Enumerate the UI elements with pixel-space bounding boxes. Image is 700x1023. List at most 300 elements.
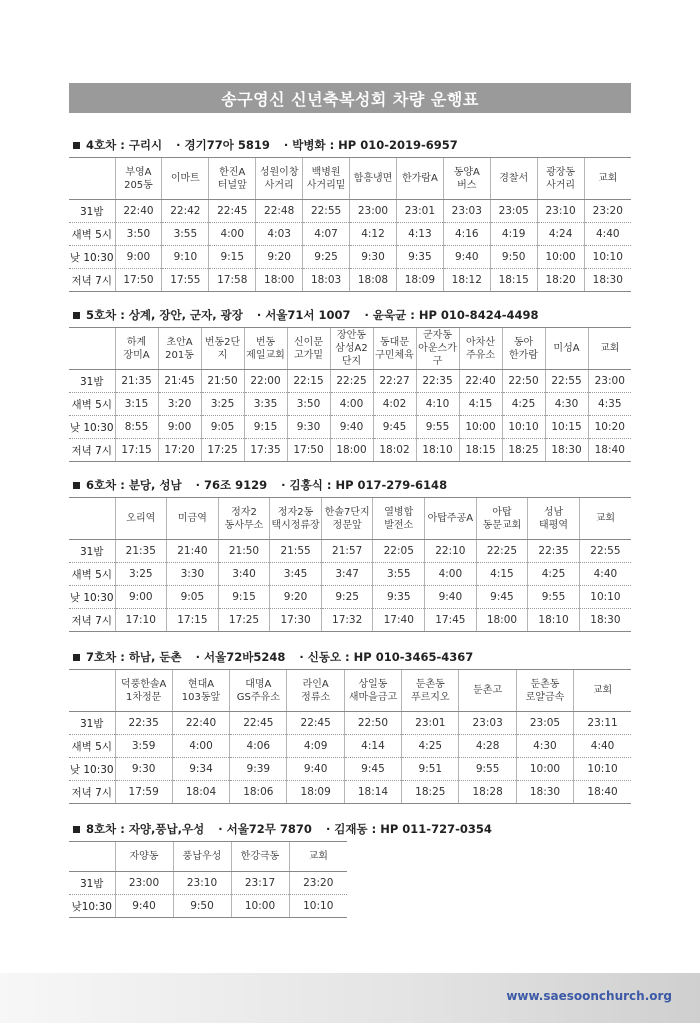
- time-cell: 9:20: [256, 246, 303, 269]
- table-row: [69, 563, 631, 586]
- row-label: 저녁 7시: [69, 439, 115, 462]
- table-row: [69, 781, 631, 804]
- time-cell: 23:20: [584, 200, 631, 223]
- time-cell: 9:00: [115, 246, 162, 269]
- time-cell: 9:45: [476, 586, 528, 609]
- stop-name: 군자동 아운스가구: [416, 328, 459, 370]
- time-cell: 17:15: [115, 439, 158, 462]
- route-name: 4호차 : 구리시: [86, 138, 163, 152]
- time-cell: 22:15: [287, 370, 330, 393]
- stop-name: 자양동: [115, 842, 173, 872]
- time-cell: 22:25: [476, 540, 528, 563]
- time-cell: 9:10: [162, 246, 209, 269]
- time-cell: 23:01: [402, 712, 459, 735]
- time-cell: 4:14: [344, 735, 401, 758]
- timetable: [69, 841, 347, 918]
- row-label: 31밤: [69, 872, 115, 895]
- time-cell: 17:25: [201, 439, 244, 462]
- time-cell: 21:57: [321, 540, 373, 563]
- time-cell: 18:02: [373, 439, 416, 462]
- stop-name: 성남 태평역: [528, 498, 580, 540]
- bullet-square-icon: [73, 312, 80, 319]
- time-cell: 17:59: [115, 781, 172, 804]
- time-cell: 18:20: [537, 269, 584, 292]
- time-cell: 18:30: [516, 781, 573, 804]
- stop-name: 아탑 동문교회: [476, 498, 528, 540]
- time-cell: 9:40: [330, 416, 373, 439]
- route-section: [69, 476, 631, 632]
- time-cell: 18:40: [574, 781, 631, 804]
- time-cell: 9:15: [218, 586, 270, 609]
- time-cell: 21:50: [201, 370, 244, 393]
- time-cell: 22:05: [373, 540, 425, 563]
- time-cell: 18:25: [502, 439, 545, 462]
- time-cell: 18:08: [350, 269, 397, 292]
- time-cell: 21:40: [167, 540, 219, 563]
- time-cell: 4:24: [537, 223, 584, 246]
- stop-name: 열병합 발전소: [373, 498, 425, 540]
- time-cell: 9:30: [115, 758, 172, 781]
- time-cell: 9:30: [350, 246, 397, 269]
- time-cell: 10:00: [459, 416, 502, 439]
- stop-name: 하계 장미A: [115, 328, 158, 370]
- time-cell: 18:28: [459, 781, 516, 804]
- time-cell: 9:40: [115, 895, 173, 918]
- route-header: [69, 820, 492, 838]
- driver-contact: · 윤욱균 : HP 010-8424-4498: [364, 308, 539, 322]
- time-cell: 4:02: [373, 393, 416, 416]
- stop-name: 라인A 정류소: [287, 670, 344, 712]
- time-cell: 18:04: [172, 781, 229, 804]
- row-label: 낮 10:30: [69, 586, 115, 609]
- stop-name: 아탑주공A: [425, 498, 477, 540]
- time-cell: 21:45: [158, 370, 201, 393]
- row-label: 새벽 5시: [69, 735, 115, 758]
- time-cell: 10:10: [584, 246, 631, 269]
- vehicle-plate: · 경기77아 5819: [176, 138, 270, 152]
- vehicle-plate: · 서울72무 7870: [218, 822, 312, 836]
- time-cell: 9:25: [303, 246, 350, 269]
- time-cell: 23:10: [537, 200, 584, 223]
- table-row: [69, 269, 631, 292]
- time-cell: 9:20: [270, 586, 322, 609]
- time-cell: 10:15: [545, 416, 588, 439]
- stop-name: 정자2 동사무소: [218, 498, 270, 540]
- stop-name: 교회: [574, 670, 631, 712]
- time-cell: 18:30: [545, 439, 588, 462]
- time-cell: 18:06: [230, 781, 287, 804]
- table-row: [69, 223, 631, 246]
- route-header: [69, 476, 631, 494]
- time-cell: 23:05: [516, 712, 573, 735]
- row-label: 저녁 7시: [69, 609, 115, 632]
- time-cell: 18:00: [330, 439, 373, 462]
- time-cell: 3:40: [218, 563, 270, 586]
- stop-name: 교회: [289, 842, 347, 872]
- time-cell: 9:40: [425, 586, 477, 609]
- time-cell: 22:55: [303, 200, 350, 223]
- bullet-square-icon: [73, 654, 80, 661]
- stop-name: 상일동 새마을금고: [344, 670, 401, 712]
- time-cell: 23:00: [350, 200, 397, 223]
- route-section: [69, 648, 631, 804]
- row-label: 31밤: [69, 370, 115, 393]
- route-section: [69, 306, 631, 462]
- time-cell: 23:20: [289, 872, 347, 895]
- stop-name: 현대A 103동앞: [172, 670, 229, 712]
- time-cell: 23:17: [231, 872, 289, 895]
- time-cell: 22:25: [330, 370, 373, 393]
- stop-name: 백병원 사거리밑: [303, 158, 350, 200]
- footer-url[interactable]: www.saesoonchurch.org: [506, 989, 672, 1003]
- time-cell: 18:09: [396, 269, 443, 292]
- time-cell: 17:32: [321, 609, 373, 632]
- bullet-square-icon: [73, 826, 80, 833]
- time-cell: 9:55: [528, 586, 580, 609]
- time-cell: 4:03: [256, 223, 303, 246]
- time-cell: 4:30: [516, 735, 573, 758]
- time-cell: 3:35: [244, 393, 287, 416]
- timetable: [69, 157, 631, 292]
- time-cell: 4:13: [396, 223, 443, 246]
- timetable: [69, 327, 631, 462]
- page-title: 송구영신 신년축복성회 차량 운행표: [69, 83, 631, 113]
- time-cell: 3:15: [115, 393, 158, 416]
- stop-name: 함흥냉면: [350, 158, 397, 200]
- time-cell: 9:15: [244, 416, 287, 439]
- time-cell: 9:35: [373, 586, 425, 609]
- time-cell: 22:48: [256, 200, 303, 223]
- time-cell: 3:59: [115, 735, 172, 758]
- driver-contact: · 김재동 : HP 011-727-0354: [325, 822, 492, 836]
- time-cell: 22:45: [230, 712, 287, 735]
- route-name: 8호차 : 자양,풍납,우성: [86, 822, 205, 836]
- time-cell: 4:40: [579, 563, 631, 586]
- time-cell: 4:25: [402, 735, 459, 758]
- time-cell: 4:00: [172, 735, 229, 758]
- time-cell: 23:05: [490, 200, 537, 223]
- time-cell: 22:55: [545, 370, 588, 393]
- stop-name: 동대문 구민체육: [373, 328, 416, 370]
- stop-name: 신이문 고가밑: [287, 328, 330, 370]
- row-label: 저녁 7시: [69, 781, 115, 804]
- table-row: [69, 246, 631, 269]
- stop-name: 한솔7단지 정문앞: [321, 498, 373, 540]
- route-name: 5호차 : 상계, 장안, 군자, 광장: [86, 308, 243, 322]
- time-cell: 22:50: [344, 712, 401, 735]
- time-cell: 17:25: [218, 609, 270, 632]
- time-cell: 22:45: [287, 712, 344, 735]
- time-cell: 10:00: [516, 758, 573, 781]
- table-row: [69, 872, 347, 895]
- time-cell: 17:10: [115, 609, 167, 632]
- time-cell: 21:50: [218, 540, 270, 563]
- row-label: 31밤: [69, 200, 115, 223]
- time-cell: 18:00: [256, 269, 303, 292]
- bullet-square-icon: [73, 482, 80, 489]
- table-row: [69, 735, 631, 758]
- stop-name: 한진A 터널앞: [209, 158, 256, 200]
- route-header: [69, 648, 631, 666]
- time-cell: 3:50: [287, 393, 330, 416]
- table-row: [69, 540, 631, 563]
- time-cell: 4:15: [459, 393, 502, 416]
- row-label: 낮10:30: [69, 895, 115, 918]
- time-cell: 4:07: [303, 223, 350, 246]
- row-label: 31밤: [69, 540, 115, 563]
- time-cell: 4:00: [209, 223, 256, 246]
- header-corner: [69, 842, 115, 872]
- time-cell: 10:00: [537, 246, 584, 269]
- time-cell: 4:40: [574, 735, 631, 758]
- table-row: [69, 200, 631, 223]
- route-section: [69, 820, 492, 918]
- time-cell: 9:15: [209, 246, 256, 269]
- time-cell: 17:55: [162, 269, 209, 292]
- table-row: [69, 439, 631, 462]
- stop-name: 경찰서: [490, 158, 537, 200]
- time-cell: 18:25: [402, 781, 459, 804]
- row-label: 낮 10:30: [69, 246, 115, 269]
- time-cell: 10:10: [579, 586, 631, 609]
- time-cell: 23:00: [588, 370, 631, 393]
- stop-name: 동양A 버스: [443, 158, 490, 200]
- stop-name: 광장동 사거리: [537, 158, 584, 200]
- time-cell: 9:05: [167, 586, 219, 609]
- vehicle-plate: · 76조 9129: [195, 478, 268, 492]
- time-cell: 9:25: [321, 586, 373, 609]
- stop-name: 장안동 삼성A2단지: [330, 328, 373, 370]
- bullet-square-icon: [73, 142, 80, 149]
- time-cell: 21:35: [115, 370, 158, 393]
- time-cell: 9:55: [416, 416, 459, 439]
- time-cell: 22:35: [528, 540, 580, 563]
- stop-name: 둔촌동 로얄금속: [516, 670, 573, 712]
- row-label: 새벽 5시: [69, 223, 115, 246]
- stop-name: 대명A GS주유소: [230, 670, 287, 712]
- time-cell: 17:50: [115, 269, 162, 292]
- stop-name: 이마트: [162, 158, 209, 200]
- time-cell: 3:20: [158, 393, 201, 416]
- time-cell: 4:06: [230, 735, 287, 758]
- row-label: 낮 10:30: [69, 758, 115, 781]
- time-cell: 18:30: [579, 609, 631, 632]
- stop-name: 번동 제일교회: [244, 328, 287, 370]
- table-row: [69, 895, 347, 918]
- time-cell: 22:40: [115, 200, 162, 223]
- time-cell: 4:09: [287, 735, 344, 758]
- time-cell: 3:47: [321, 563, 373, 586]
- time-cell: 18:00: [476, 609, 528, 632]
- time-cell: 18:30: [584, 269, 631, 292]
- time-cell: 21:55: [270, 540, 322, 563]
- time-cell: 10:10: [574, 758, 631, 781]
- time-cell: 22:55: [579, 540, 631, 563]
- time-cell: 4:16: [443, 223, 490, 246]
- stop-name: 성원이창 사거리: [256, 158, 303, 200]
- time-cell: 17:50: [287, 439, 330, 462]
- time-cell: 3:25: [201, 393, 244, 416]
- time-cell: 22:45: [209, 200, 256, 223]
- time-cell: 4:10: [416, 393, 459, 416]
- time-cell: 18:03: [303, 269, 350, 292]
- time-cell: 23:10: [173, 872, 231, 895]
- time-cell: 3:50: [115, 223, 162, 246]
- stop-name: 미금역: [167, 498, 219, 540]
- time-cell: 17:40: [373, 609, 425, 632]
- time-cell: 18:10: [416, 439, 459, 462]
- time-cell: 4:35: [588, 393, 631, 416]
- row-label: 저녁 7시: [69, 269, 115, 292]
- route-name: 6호차 : 분당, 성남: [86, 478, 182, 492]
- time-cell: 17:15: [167, 609, 219, 632]
- time-cell: 4:30: [545, 393, 588, 416]
- stop-name: 미성A: [545, 328, 588, 370]
- table-row: [69, 393, 631, 416]
- stop-name: 번동2단지: [201, 328, 244, 370]
- time-cell: 23:03: [443, 200, 490, 223]
- header-corner: [69, 158, 115, 200]
- route-section: [69, 136, 631, 292]
- stop-name: 동아 한가람: [502, 328, 545, 370]
- stop-name: 풍납우성: [173, 842, 231, 872]
- time-cell: 3:25: [115, 563, 167, 586]
- time-cell: 3:55: [162, 223, 209, 246]
- driver-contact: · 신동오 : HP 010-3465-4367: [299, 650, 474, 664]
- header-corner: [69, 670, 115, 712]
- time-cell: 18:15: [459, 439, 502, 462]
- table-row: [69, 712, 631, 735]
- time-cell: 4:15: [476, 563, 528, 586]
- header-corner: [69, 328, 115, 370]
- time-cell: 4:40: [584, 223, 631, 246]
- vehicle-plate: · 서울72바5248: [195, 650, 286, 664]
- stop-name: 둔촌고: [459, 670, 516, 712]
- time-cell: 22:10: [425, 540, 477, 563]
- time-cell: 17:45: [425, 609, 477, 632]
- time-cell: 10:10: [502, 416, 545, 439]
- time-cell: 22:50: [502, 370, 545, 393]
- route-name: 7호차 : 하남, 둔촌: [86, 650, 182, 664]
- table-row: [69, 758, 631, 781]
- stop-name: 교회: [584, 158, 631, 200]
- table-row: [69, 370, 631, 393]
- time-cell: 4:25: [502, 393, 545, 416]
- time-cell: 10:00: [231, 895, 289, 918]
- stop-name: 오리역: [115, 498, 167, 540]
- time-cell: 9:30: [287, 416, 330, 439]
- time-cell: 9:05: [201, 416, 244, 439]
- time-cell: 4:19: [490, 223, 537, 246]
- time-cell: 23:00: [115, 872, 173, 895]
- time-cell: 4:00: [425, 563, 477, 586]
- time-cell: 9:55: [459, 758, 516, 781]
- time-cell: 23:11: [574, 712, 631, 735]
- time-cell: 23:03: [459, 712, 516, 735]
- route-header: [69, 136, 631, 154]
- time-cell: 9:40: [443, 246, 490, 269]
- time-cell: 3:55: [373, 563, 425, 586]
- time-cell: 17:35: [244, 439, 287, 462]
- time-cell: 9:40: [287, 758, 344, 781]
- time-cell: 9:45: [344, 758, 401, 781]
- driver-contact: · 박병화 : HP 010-2019-6957: [283, 138, 458, 152]
- time-cell: 9:50: [490, 246, 537, 269]
- row-label: 새벽 5시: [69, 563, 115, 586]
- stop-name: 교회: [588, 328, 631, 370]
- table-row: [69, 586, 631, 609]
- table-row: [69, 609, 631, 632]
- time-cell: 9:35: [396, 246, 443, 269]
- time-cell: 22:40: [172, 712, 229, 735]
- time-cell: 18:15: [490, 269, 537, 292]
- time-cell: 18:12: [443, 269, 490, 292]
- time-cell: 9:34: [172, 758, 229, 781]
- time-cell: 22:40: [459, 370, 502, 393]
- time-cell: 10:20: [588, 416, 631, 439]
- time-cell: 17:20: [158, 439, 201, 462]
- time-cell: 18:09: [287, 781, 344, 804]
- time-cell: 9:50: [173, 895, 231, 918]
- time-cell: 21:35: [115, 540, 167, 563]
- stop-name: 정자2동 택시정류장: [270, 498, 322, 540]
- time-cell: 23:01: [396, 200, 443, 223]
- time-cell: 4:12: [350, 223, 397, 246]
- time-cell: 22:00: [244, 370, 287, 393]
- time-cell: 9:39: [230, 758, 287, 781]
- time-cell: 18:10: [528, 609, 580, 632]
- stop-name: 한강극동: [231, 842, 289, 872]
- time-cell: 3:30: [167, 563, 219, 586]
- stop-name: 아차산 주유소: [459, 328, 502, 370]
- time-cell: 18:40: [588, 439, 631, 462]
- time-cell: 22:35: [416, 370, 459, 393]
- stop-name: 덕풍한솔A 1차정문: [115, 670, 172, 712]
- time-cell: 9:51: [402, 758, 459, 781]
- time-cell: 17:30: [270, 609, 322, 632]
- time-cell: 9:00: [158, 416, 201, 439]
- header-corner: [69, 498, 115, 540]
- time-cell: 22:27: [373, 370, 416, 393]
- time-cell: 22:42: [162, 200, 209, 223]
- time-cell: 10:10: [289, 895, 347, 918]
- row-label: 31밤: [69, 712, 115, 735]
- stop-name: 한가람A: [396, 158, 443, 200]
- route-header: [69, 306, 631, 324]
- time-cell: 9:00: [115, 586, 167, 609]
- stop-name: 둔촌동 푸르지오: [402, 670, 459, 712]
- time-cell: 8:55: [115, 416, 158, 439]
- driver-contact: · 김홍식 : HP 017-279-6148: [281, 478, 448, 492]
- time-cell: 4:25: [528, 563, 580, 586]
- time-cell: 4:28: [459, 735, 516, 758]
- time-cell: 9:45: [373, 416, 416, 439]
- timetable: [69, 497, 631, 632]
- time-cell: 3:45: [270, 563, 322, 586]
- stop-name: 부영A 205동: [115, 158, 162, 200]
- stop-name: 교회: [579, 498, 631, 540]
- timetable: [69, 669, 631, 804]
- time-cell: 18:14: [344, 781, 401, 804]
- row-label: 새벽 5시: [69, 393, 115, 416]
- time-cell: 4:00: [330, 393, 373, 416]
- row-label: 낮 10:30: [69, 416, 115, 439]
- table-row: [69, 416, 631, 439]
- time-cell: 17:58: [209, 269, 256, 292]
- vehicle-plate: · 서울71서 1007: [256, 308, 351, 322]
- stop-name: 초안A 201동: [158, 328, 201, 370]
- time-cell: 22:35: [115, 712, 172, 735]
